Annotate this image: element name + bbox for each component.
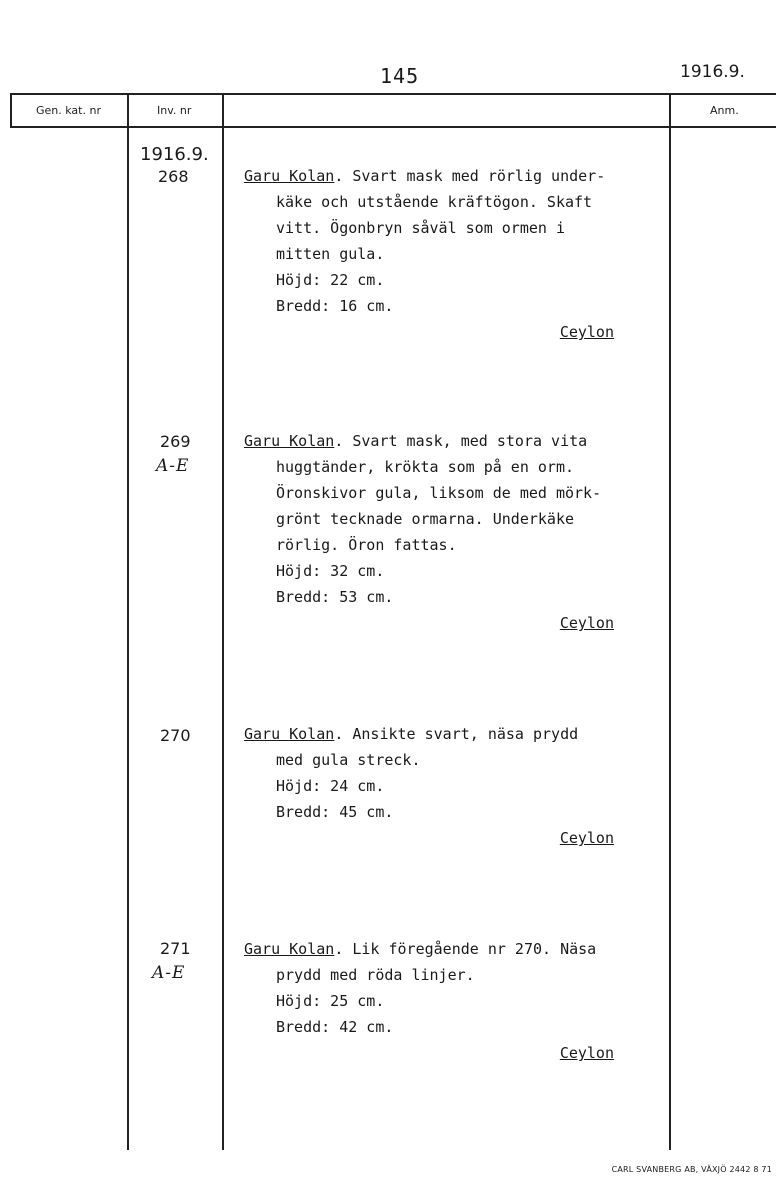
entry-line: vitt. Ögonbryn såväl som ormen i xyxy=(276,219,565,237)
page-number: 145 xyxy=(380,64,420,88)
entry-line: Öronskivor gula, liksom de med mörk- xyxy=(276,484,602,502)
inventory-number: 271 xyxy=(160,939,191,958)
entry-text: . Svart mask med rörlig under- xyxy=(334,167,606,185)
entry-line: prydd med röda linjer. xyxy=(276,966,475,984)
entry-first-line xyxy=(244,428,664,454)
printer-imprint: CARL SVANBERG AB, VÄXJÖ 2442 8 71 xyxy=(611,1165,772,1174)
entry-title: Garu Kolan xyxy=(244,725,335,743)
page-date: 1916.9. xyxy=(680,62,745,82)
entry-text: . Svart mask, med stora vita xyxy=(334,432,588,450)
entry-text: . Lik föregående nr 270. Näsa xyxy=(334,940,597,958)
entry-first-line xyxy=(244,163,664,189)
entry-line: rörlig. Öron fattas. xyxy=(276,536,457,554)
entry-width: Bredd: 16 cm. xyxy=(276,297,394,315)
entry-height: Höjd: 22 cm. xyxy=(276,271,385,289)
catalog-entry xyxy=(244,428,664,636)
entry-origin: Ceylon xyxy=(559,1044,614,1062)
header-gen-kat-nr: Gen. kat. nr xyxy=(36,104,101,117)
inventory-suffix: A-E xyxy=(156,456,190,476)
entry-width: Bredd: 53 cm. xyxy=(276,588,394,606)
header-inv-nr: Inv. nr xyxy=(157,104,192,117)
entry-line: grönt tecknade ormarna. Underkäke xyxy=(276,510,575,528)
entry-height: Höjd: 24 cm. xyxy=(276,777,385,795)
entry-origin: Ceylon xyxy=(559,323,614,341)
column-divider-anm xyxy=(669,93,671,1150)
entry-width: Bredd: 45 cm. xyxy=(276,803,394,821)
inventory-number: 269 xyxy=(160,432,191,451)
entry-title: Garu Kolan xyxy=(244,167,335,185)
entry-height: Höjd: 32 cm. xyxy=(276,562,385,580)
table-top-rule xyxy=(10,93,776,95)
entry-first-line xyxy=(244,936,664,962)
entry-width: Bredd: 42 cm. xyxy=(276,1018,394,1036)
entry-first-line xyxy=(244,721,664,747)
catalog-entry xyxy=(244,936,664,1066)
inventory-number: 268 xyxy=(158,167,189,186)
entry-line: mitten gula. xyxy=(276,245,385,263)
inventory-suffix: A-E xyxy=(152,963,186,983)
catalog-entry xyxy=(244,163,664,345)
entry-title: Garu Kolan xyxy=(244,432,335,450)
entry-origin: Ceylon xyxy=(559,829,614,847)
catalog-entry xyxy=(244,721,664,851)
inventory-number: 270 xyxy=(160,726,191,745)
header-anm: Anm. xyxy=(710,104,739,117)
table-header-rule xyxy=(10,126,776,128)
column-divider-gen xyxy=(10,93,12,127)
entry-text: . Ansikte svart, näsa prydd xyxy=(334,725,579,743)
column-divider-inv xyxy=(127,93,129,1150)
entry-line: med gula streck. xyxy=(276,751,421,769)
entry-title: Garu Kolan xyxy=(244,940,335,958)
entry-line: huggtänder, krökta som på en orm. xyxy=(276,458,575,476)
entry-line: käke och utstående kräftögon. Skaft xyxy=(276,193,593,211)
entry-height: Höjd: 25 cm. xyxy=(276,992,385,1010)
entry-origin: Ceylon xyxy=(559,614,614,632)
column-divider-desc xyxy=(222,93,224,1150)
inventory-date: 1916.9. xyxy=(140,144,209,165)
